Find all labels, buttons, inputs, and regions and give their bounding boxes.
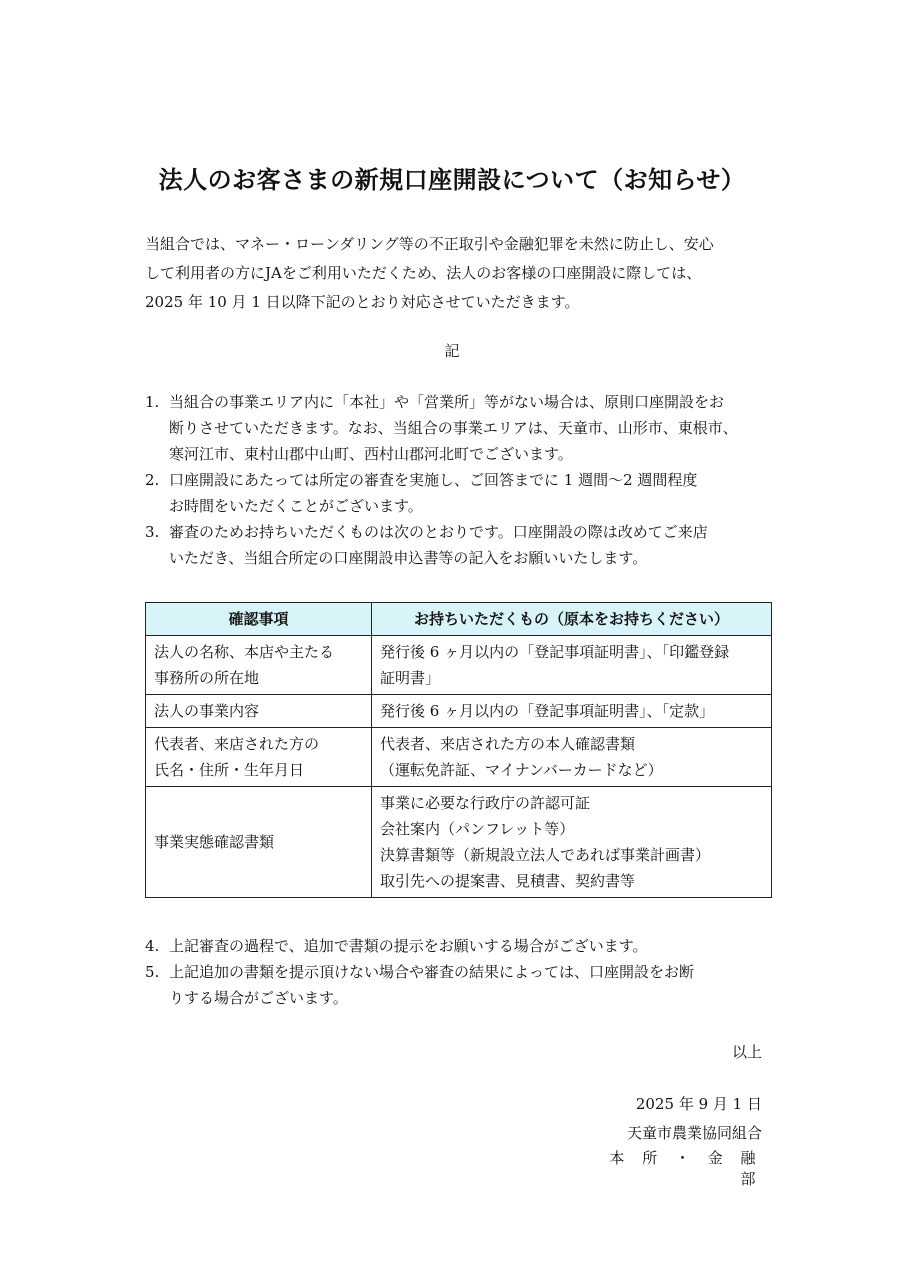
item-number: 3. — [145, 523, 160, 541]
intro-line: 当組合では、マネー・ローンダリング等の不正取引や金融犯罪を未然に防止し、安心 — [145, 235, 714, 253]
item-number: 5. — [145, 963, 160, 981]
column-header: 確認事項 — [146, 603, 372, 636]
item-text: 上記審査の過程で、追加で書類の提示をお願いする場合がございます。 — [169, 937, 648, 955]
cell-line: 代表者、来店された方の本人確認書類 — [380, 735, 636, 753]
page-title: 法人のお客さまの新規口座開設について（お知らせ） — [158, 166, 746, 194]
list-item — [145, 519, 775, 571]
table-row — [146, 695, 772, 728]
list-item — [145, 933, 775, 959]
list-item — [145, 389, 775, 467]
cell-line: （運転免許証、マイナンバーカードなど） — [380, 761, 663, 779]
cell-line: 証明書」 — [380, 669, 441, 687]
table-cell — [372, 695, 772, 728]
item-number: 1. — [145, 393, 160, 411]
cell-line: 氏名・住所・生年月日 — [154, 761, 305, 779]
table-row — [146, 728, 772, 787]
department-name: 本 所 ・ 金 融 部 — [609, 1149, 762, 1188]
column-header: お持ちいただくもの（原本をお持ちください） — [372, 603, 772, 636]
organization-name: 天童市農業協同組合 — [626, 1124, 762, 1142]
item-number: 4. — [145, 937, 160, 955]
table-cell — [372, 787, 772, 898]
closing-mark: 以上 — [731, 1043, 762, 1061]
item-text: 上記追加の書類を提示頂けない場合や審査の結果によっては、口座開設をお断 — [169, 963, 695, 981]
item-number: 2. — [145, 471, 160, 489]
item-text: お時間をいただくことがございます。 — [169, 497, 423, 515]
cell-line: 会社案内（パンフレット等） — [380, 820, 575, 838]
table-cell — [146, 787, 372, 898]
cell-line: 法人の名称、本店や主たる — [154, 643, 335, 661]
item-text: 口座開設にあたっては所定の審査を実施し、ご回答までに 1 週間～2 週間程度 — [169, 471, 698, 489]
table-cell — [146, 695, 372, 728]
cell-line: 法人の事業内容 — [154, 702, 260, 720]
item-text: 当組合の事業エリア内に「本社」や「営業所」等がない場合は、原則口座開設をお — [169, 393, 725, 411]
table-cell — [146, 728, 372, 787]
notice-list-continued — [145, 933, 775, 1011]
cell-line: 発行後 6 ヶ月以内の「登記事項証明書」、「定款」 — [380, 702, 715, 720]
list-item — [145, 467, 775, 519]
table-header-row — [146, 603, 772, 636]
cell-line: 取引先への提案書、見積書、契約書等 — [380, 872, 636, 890]
table-cell — [146, 636, 372, 695]
item-text: りする場合がございます。 — [169, 989, 348, 1007]
item-text: 断りさせていただきます。なお、当組合の事業エリアは、天童市、山形市、東根市、 — [169, 419, 738, 437]
cell-line: 事務所の所在地 — [154, 669, 260, 687]
cell-line: 事業実態確認書類 — [154, 833, 275, 851]
item-text: 審査のためお持ちいただくものは次のとおりです。口座開設の際は改めてご来店 — [169, 523, 708, 541]
cell-line: 発行後 6 ヶ月以内の「登記事項証明書」、「印鑑登録 — [380, 643, 730, 661]
notice-list — [145, 389, 775, 571]
ki-heading: 記 — [444, 342, 460, 360]
table-row — [146, 636, 772, 695]
intro-line: 2025 年 10 月 1 日以降下記のとおり対応させていただきます。 — [145, 293, 580, 311]
cell-line: 事業に必要な行政庁の許認可証 — [380, 794, 591, 812]
list-item — [145, 959, 775, 1011]
table-cell — [372, 636, 772, 695]
issue-date: 2025 年 9 月 1 日 — [635, 1095, 762, 1113]
cell-line: 代表者、来店された方の — [154, 735, 320, 753]
table-cell — [372, 728, 772, 787]
table-row — [146, 787, 772, 898]
item-text: 寒河江市、東村山郡中山町、西村山郡河北町でございます。 — [169, 445, 573, 463]
cell-line: 決算書類等（新規設立法人であれば事業計画書） — [380, 846, 711, 864]
item-text: いただき、当組合所定の口座開設申込書等の記入をお願いいたします。 — [169, 549, 648, 567]
intro-paragraph — [145, 230, 775, 317]
requirements-table — [145, 602, 772, 898]
intro-line: して利用者の方にJAをご利用いただくため、法人のお客様の口座開設に際しては、 — [145, 264, 702, 282]
